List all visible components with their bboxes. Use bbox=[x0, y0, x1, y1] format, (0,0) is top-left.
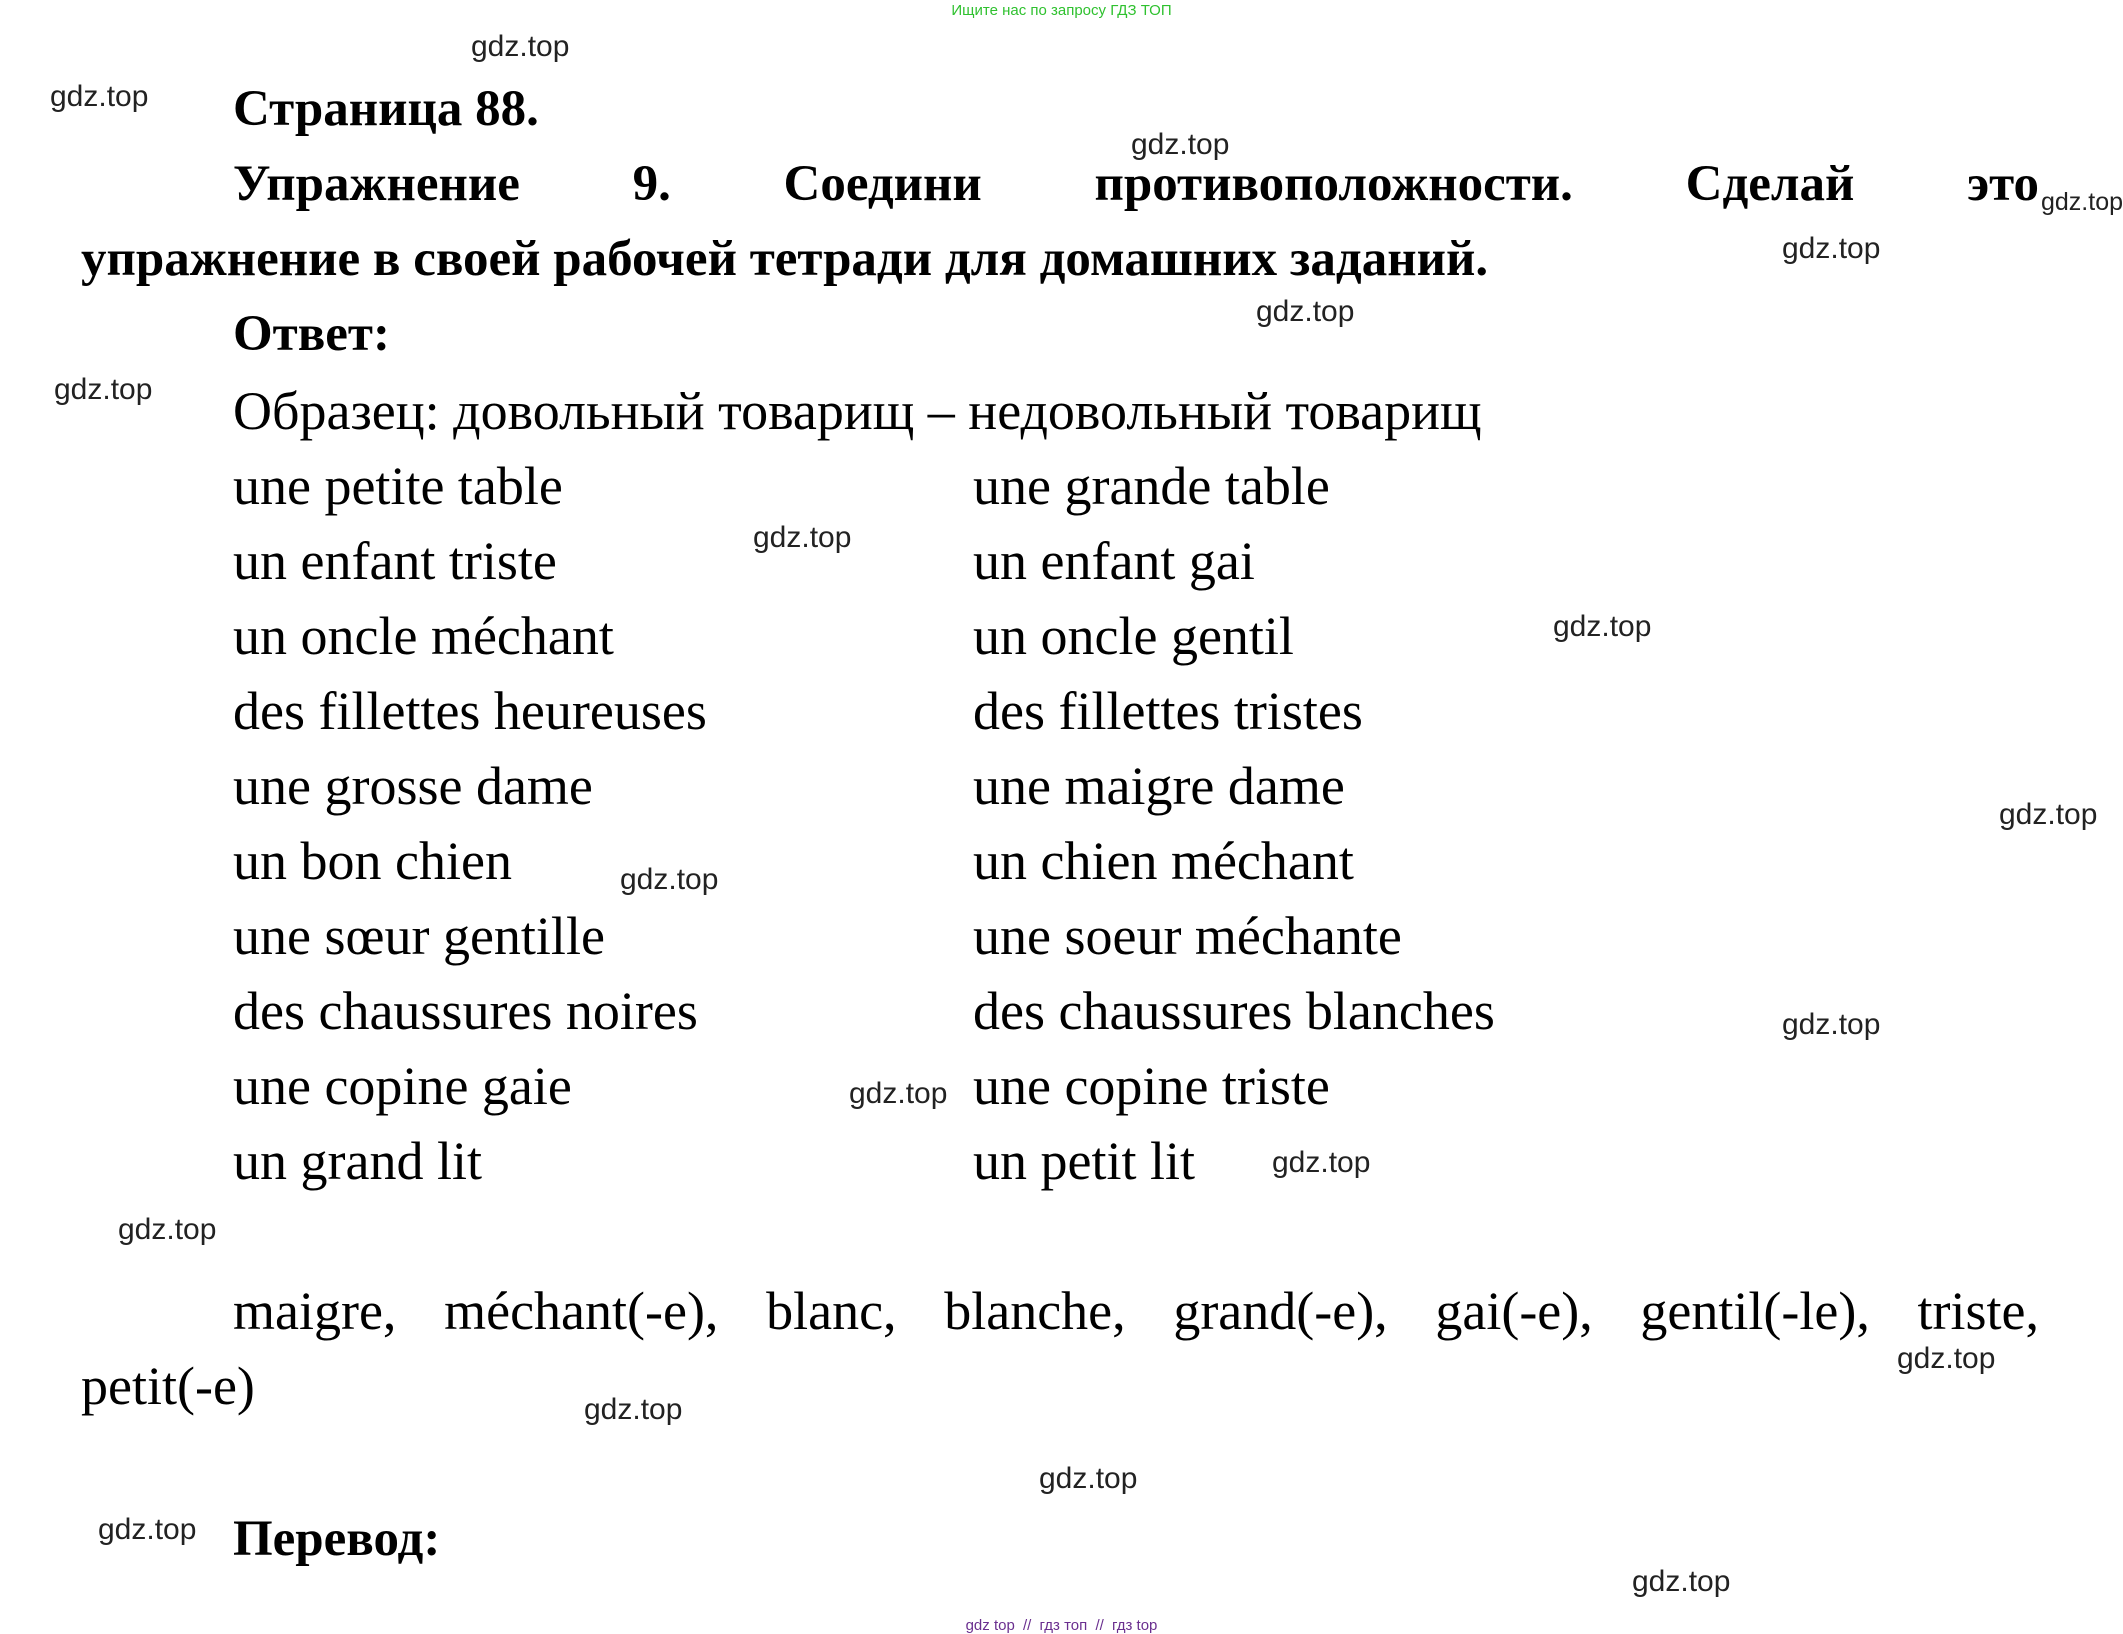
pair-right: un petit lit bbox=[973, 1131, 1195, 1191]
pair-right: des fillettes tristes bbox=[973, 681, 1363, 741]
pair-left: une petite table bbox=[233, 456, 563, 516]
pair-left: une copine gaie bbox=[233, 1056, 572, 1116]
footer-links bbox=[0, 1617, 2123, 1634]
footer-separator: // bbox=[1095, 1617, 1104, 1634]
word-list-item: triste, bbox=[1917, 1281, 2039, 1341]
watermark: gdz.top bbox=[471, 30, 570, 63]
watermark: gdz.top bbox=[849, 1077, 948, 1110]
top-banner: Ищите нас по запросу ГДЗ ТОП bbox=[951, 2, 1172, 19]
pair-left: des chaussures noires bbox=[233, 981, 698, 1041]
pair-right: un oncle gentil bbox=[973, 606, 1294, 666]
watermark: gdz.top bbox=[753, 521, 852, 554]
word-list-item: gentil(-le), bbox=[1640, 1281, 1870, 1341]
watermark: gdz.top bbox=[1999, 798, 2098, 831]
pair-left: un bon chien bbox=[233, 831, 512, 891]
footer-link[interactable]: гдз top bbox=[1111, 1617, 1158, 1634]
pair-right: des chaussures blanches bbox=[973, 981, 1495, 1041]
exercise-word: 9. bbox=[632, 156, 671, 212]
word-list-item: maigre, bbox=[233, 1281, 397, 1341]
exercise-line-1 bbox=[233, 155, 2039, 213]
exercise-word: Соедини bbox=[783, 156, 982, 212]
pair-left: un enfant triste bbox=[233, 531, 557, 591]
watermark: gdz.top bbox=[2041, 188, 2123, 216]
pair-left: une sœur gentille bbox=[233, 906, 605, 966]
pair-right: un enfant gai bbox=[973, 531, 1255, 591]
word-list-item: grand(-e), bbox=[1173, 1281, 1388, 1341]
watermark: gdz.top bbox=[1272, 1146, 1371, 1179]
watermark: gdz.top bbox=[1039, 1462, 1138, 1495]
word-list-item: blanche, bbox=[944, 1281, 1126, 1341]
watermark: gdz.top bbox=[620, 863, 719, 896]
watermark: gdz.top bbox=[118, 1213, 217, 1246]
pair-left: un oncle méchant bbox=[233, 606, 614, 666]
pair-left: des fillettes heureuses bbox=[233, 681, 707, 741]
watermark: gdz.top bbox=[584, 1393, 683, 1426]
watermark: gdz.top bbox=[1782, 1008, 1881, 1041]
pair-right: une copine triste bbox=[973, 1056, 1330, 1116]
exercise-word: Сделай bbox=[1685, 156, 1855, 212]
pair-right: une grande table bbox=[973, 456, 1330, 516]
exercise-line-2: упражнение в своей рабочей тетради для домашних заданий. bbox=[81, 231, 1489, 287]
watermark: gdz.top bbox=[1131, 128, 1230, 161]
translation-label: Перевод: bbox=[233, 1511, 441, 1567]
footer-separator: // bbox=[1022, 1617, 1032, 1634]
answer-label: Ответ: bbox=[233, 306, 390, 362]
pair-right: une maigre dame bbox=[973, 756, 1345, 816]
watermark: gdz.top bbox=[1632, 1565, 1731, 1598]
watermark: gdz.top bbox=[1897, 1342, 1996, 1375]
word-list-line-2: petit(-e) bbox=[81, 1356, 255, 1416]
watermark: gdz.top bbox=[1256, 295, 1355, 328]
pair-right: une soeur méchante bbox=[973, 906, 1402, 966]
pair-left: une grosse dame bbox=[233, 756, 593, 816]
pair-right: un chien méchant bbox=[973, 831, 1354, 891]
word-list-line-1 bbox=[233, 1280, 2039, 1342]
sample-line: Образец: довольный товарищ – недовольный товарищ bbox=[233, 381, 1482, 441]
pair-left: un grand lit bbox=[233, 1131, 482, 1191]
exercise-word: противоположности. bbox=[1094, 156, 1573, 212]
page-title: Страница 88. bbox=[233, 81, 539, 137]
watermark: gdz.top bbox=[1782, 232, 1881, 265]
footer-link[interactable]: gdz top bbox=[965, 1617, 1015, 1634]
watermark: gdz.top bbox=[98, 1513, 197, 1546]
watermark: gdz.top bbox=[50, 80, 149, 113]
word-list-item: gai(-e), bbox=[1435, 1281, 1593, 1341]
word-list-item: méchant(-e), bbox=[444, 1281, 719, 1341]
footer-link[interactable]: гдз топ bbox=[1039, 1617, 1088, 1634]
exercise-word: Упражнение bbox=[233, 156, 520, 212]
word-list-item: blanc, bbox=[766, 1281, 897, 1341]
watermark: gdz.top bbox=[54, 373, 153, 406]
exercise-word: это bbox=[1967, 156, 2039, 212]
watermark: gdz.top bbox=[1553, 610, 1652, 643]
